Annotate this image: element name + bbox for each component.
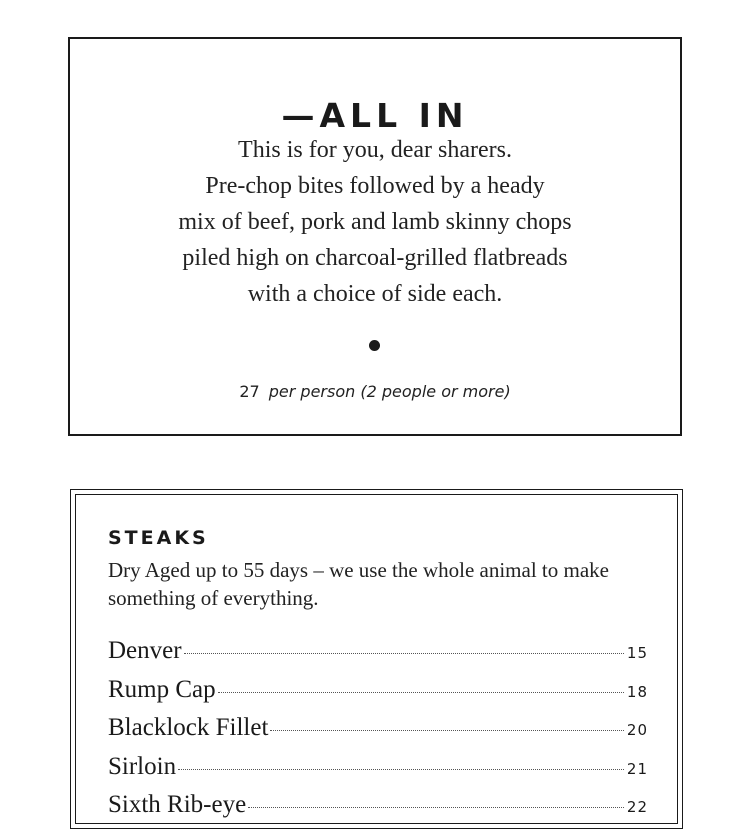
dot-leader — [270, 730, 624, 731]
menu-item-price: 18 — [626, 682, 648, 701]
menu-item-rump-cap — [108, 676, 648, 715]
all-in-price: 27 — [239, 382, 260, 401]
all-in-description-line: This is for you, dear sharers. — [238, 137, 512, 163]
steaks-card — [70, 489, 683, 829]
menu-item-price: 22 — [626, 798, 648, 816]
steaks-inner-frame — [75, 494, 678, 824]
all-in-description-line: with a choice of side each. — [247, 281, 503, 307]
bullet-divider — [369, 340, 380, 351]
dot-leader — [218, 692, 624, 693]
menu-item-sixth-rib-eye — [108, 791, 648, 830]
steaks-description: Dry Aged up to 55 days – we use the whole animal to make something of everything. — [108, 558, 609, 610]
menu-item-name: Sixth Rib-eye — [108, 791, 247, 818]
all-in-description-line: piled high on charcoal-grilled flatbreads — [182, 245, 568, 271]
menu-item-name: Sirloin — [108, 752, 177, 780]
menu-item-sirloin — [108, 753, 648, 792]
all-in-card — [68, 37, 682, 436]
menu-item-name: Denver — [108, 637, 182, 664]
dot-leader — [184, 653, 624, 654]
all-in-price-line — [70, 382, 680, 401]
menu-item-name: Blacklock Fillet — [108, 714, 269, 741]
all-in-description-line: mix of beef, pork and lamb skinny chops — [178, 209, 572, 235]
steaks-title: STEAKS — [108, 527, 209, 549]
all-in-price-note: per person (2 people or more) — [268, 382, 511, 401]
menu-item-name: Rump Cap — [108, 675, 216, 703]
all-in-title: —ALL IN — [281, 96, 469, 135]
menu-item-price: 21 — [626, 759, 648, 778]
all-in-description — [70, 132, 680, 312]
steaks-menu-list — [108, 637, 648, 830]
all-in-description-line: Pre-chop bites followed by a heady — [205, 173, 545, 199]
menu-item-price: 20 — [626, 721, 648, 739]
dot-leader — [178, 769, 624, 770]
menu-item-blacklock-fillet — [108, 714, 648, 753]
menu-item-price: 15 — [626, 644, 648, 662]
menu-item-denver — [108, 637, 648, 676]
